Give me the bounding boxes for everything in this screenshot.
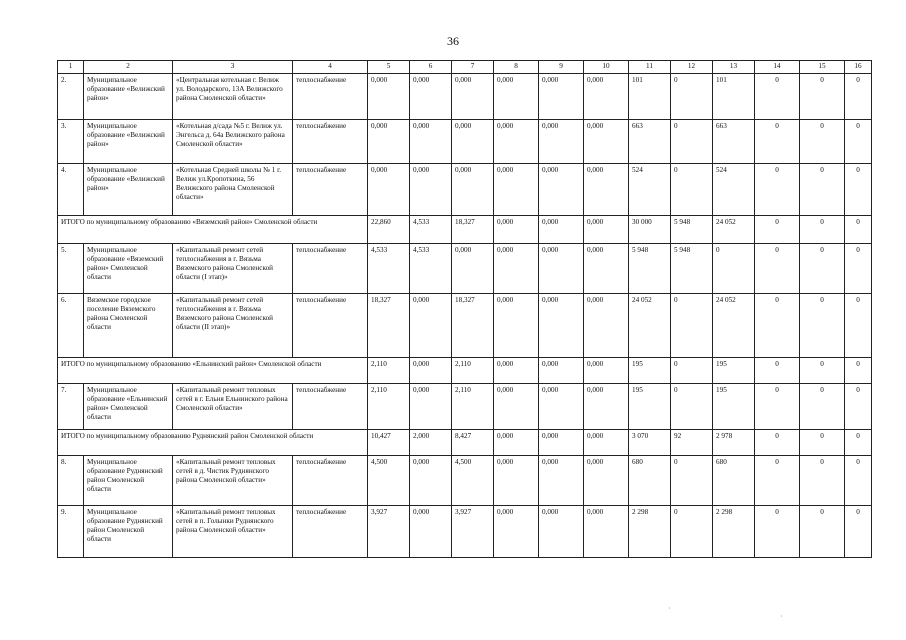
object-cell: «Центральная котельная г. Велиж ул. Володарского, 13А Велижского района Смоленской области» (173, 74, 293, 120)
column-number-cell: 8 (494, 61, 539, 74)
value-cell: 0 (845, 164, 872, 216)
value-cell: 0,000 (410, 456, 452, 506)
value-cell: 5 948 (671, 216, 713, 244)
value-cell: 680 (629, 456, 671, 506)
kind-cell: теплоснабжение (293, 120, 368, 164)
value-cell: 24 052 (629, 294, 671, 358)
column-number-cell: 11 (629, 61, 671, 74)
value-cell: 0,000 (494, 506, 539, 558)
value-cell: 0,000 (584, 74, 629, 120)
value-cell: 0 (671, 120, 713, 164)
total-label-cell: ИТОГО по муниципальному образованию Руднянский район Смоленской области (58, 430, 368, 456)
value-cell: 0,000 (368, 74, 410, 120)
row-number-cell: 2. (58, 74, 84, 120)
value-cell: 0,000 (494, 120, 539, 164)
value-cell: 0,000 (584, 294, 629, 358)
value-cell: 4,500 (452, 456, 494, 506)
funding-table (57, 60, 872, 558)
total-label-cell: ИТОГО по муниципальному образованию «Ельнинский район» Смоленской области (58, 358, 368, 384)
total-row (58, 430, 872, 456)
value-cell: 0,000 (539, 244, 584, 294)
value-cell: 0,000 (584, 244, 629, 294)
value-cell: 0 (845, 216, 872, 244)
value-cell: 101 (629, 74, 671, 120)
value-cell: 0 (845, 430, 872, 456)
value-cell: 0 (845, 120, 872, 164)
column-number-cell: 2 (84, 61, 173, 74)
value-cell: 4,533 (368, 244, 410, 294)
total-row (58, 358, 872, 384)
value-cell: 0,000 (584, 164, 629, 216)
column-number-cell: 9 (539, 61, 584, 74)
kind-cell: теплоснабжение (293, 74, 368, 120)
value-cell: 0 (800, 384, 845, 430)
row-number-cell: 8. (58, 456, 84, 506)
page-number: 36 (447, 34, 459, 48)
value-cell: 0,000 (494, 358, 539, 384)
value-cell: 3,927 (452, 506, 494, 558)
value-cell: 0,000 (584, 430, 629, 456)
value-cell: 0,000 (494, 384, 539, 430)
value-cell: 24 052 (713, 216, 755, 244)
row-number-cell: 4. (58, 164, 84, 216)
value-cell: 0,000 (584, 506, 629, 558)
value-cell: 0 (671, 384, 713, 430)
kind-cell: теплоснабжение (293, 294, 368, 358)
value-cell: 0 (671, 358, 713, 384)
value-cell: 24 052 (713, 294, 755, 358)
value-cell: 0,000 (368, 120, 410, 164)
value-cell: 0 (755, 384, 800, 430)
value-cell: 0,000 (584, 358, 629, 384)
value-cell: 0 (671, 456, 713, 506)
value-cell: 2,110 (452, 384, 494, 430)
value-cell: 0,000 (494, 244, 539, 294)
value-cell: 22,860 (368, 216, 410, 244)
value-cell: 0 (800, 506, 845, 558)
total-label-cell: ИТОГО по муниципальному образованию «Вяземский район» Смоленской области (58, 216, 368, 244)
table-row (58, 294, 872, 358)
value-cell: 0 (755, 430, 800, 456)
value-cell: 0,000 (410, 358, 452, 384)
value-cell: 0,000 (452, 120, 494, 164)
value-cell: 0 (755, 456, 800, 506)
value-cell: 0,000 (539, 74, 584, 120)
value-cell: 0,000 (452, 74, 494, 120)
row-number-cell: 6. (58, 294, 84, 358)
table-row (58, 244, 872, 294)
value-cell: 0,000 (410, 164, 452, 216)
value-cell: 195 (629, 358, 671, 384)
value-cell: 195 (713, 384, 755, 430)
value-cell: 0 (755, 74, 800, 120)
value-cell: 0,000 (539, 294, 584, 358)
value-cell: 2,110 (368, 384, 410, 430)
row-number-cell: 7. (58, 384, 84, 430)
value-cell: 0 (755, 120, 800, 164)
value-cell: 2 298 (713, 506, 755, 558)
total-row (58, 216, 872, 244)
value-cell: 0 (800, 430, 845, 456)
value-cell: 18,327 (452, 294, 494, 358)
value-cell: 0 (755, 294, 800, 358)
value-cell: 0,000 (494, 216, 539, 244)
value-cell: 0 (800, 456, 845, 506)
kind-cell: теплоснабжение (293, 244, 368, 294)
row-number-cell: 5. (58, 244, 84, 294)
entity-cell: Муниципальное образование Руднянский район Смоленской области (84, 456, 173, 506)
value-cell: 0,000 (494, 294, 539, 358)
column-number-row (58, 61, 872, 74)
value-cell: 680 (713, 456, 755, 506)
value-cell: 18,327 (368, 294, 410, 358)
entity-cell: Вяземское городское поселение Вяземского района Смоленской области (84, 294, 173, 358)
object-cell: «Котельная д/сада №5 г. Велиж ул. Энгельса д. 64а Велижского района Смоленской области» (173, 120, 293, 164)
row-number-cell: 3. (58, 120, 84, 164)
value-cell: 0 (671, 74, 713, 120)
kind-cell: теплоснабжение (293, 456, 368, 506)
kind-cell: теплоснабжение (293, 164, 368, 216)
object-cell: «Капитальный ремонт тепловых сетей в д. Чистик Руднянского района Смоленской области» (173, 456, 293, 506)
entity-cell: Муниципальное образование Руднянский район Смоленской области (84, 506, 173, 558)
value-cell: 92 (671, 430, 713, 456)
value-cell: 663 (713, 120, 755, 164)
entity-cell: Муниципальное образование «Велижский район» (84, 120, 173, 164)
value-cell: 5 948 (671, 244, 713, 294)
kind-cell: теплоснабжение (293, 506, 368, 558)
value-cell: 3,927 (368, 506, 410, 558)
scan-mark: · (780, 612, 783, 621)
table-row (58, 74, 872, 120)
value-cell: 0,000 (410, 74, 452, 120)
value-cell: 0 (755, 244, 800, 294)
table-row (58, 384, 872, 430)
value-cell: 3 070 (629, 430, 671, 456)
value-cell: 0,000 (494, 164, 539, 216)
value-cell: 0 (800, 164, 845, 216)
value-cell: 2 298 (629, 506, 671, 558)
value-cell: 0,000 (539, 358, 584, 384)
column-number-cell: 13 (713, 61, 755, 74)
value-cell: 0 (800, 120, 845, 164)
object-cell: «Капитальный ремонт сетей теплоснабжения в г. Вязьма Вяземского района Смоленской области (I этап)» (173, 244, 293, 294)
value-cell: 18,327 (452, 216, 494, 244)
value-cell: 0 (755, 164, 800, 216)
column-number-cell: 3 (173, 61, 293, 74)
row-number-cell: 9. (58, 506, 84, 558)
table-row (58, 164, 872, 216)
column-number-cell: 1 (58, 61, 84, 74)
value-cell: 524 (713, 164, 755, 216)
value-cell: 0,000 (410, 384, 452, 430)
value-cell: 0 (713, 244, 755, 294)
column-number-cell: 7 (452, 61, 494, 74)
value-cell: 0 (800, 216, 845, 244)
value-cell: 0 (845, 244, 872, 294)
value-cell: 0,000 (584, 120, 629, 164)
entity-cell: Муниципальное образование «Велижский район» (84, 74, 173, 120)
value-cell: 0,000 (494, 74, 539, 120)
value-cell: 0 (845, 456, 872, 506)
value-cell: 0,000 (539, 430, 584, 456)
column-number-cell: 15 (800, 61, 845, 74)
value-cell: 4,533 (410, 216, 452, 244)
value-cell: 0,000 (539, 216, 584, 244)
table-row (58, 120, 872, 164)
value-cell: 0,000 (584, 216, 629, 244)
value-cell: 0 (845, 294, 872, 358)
value-cell: 0 (755, 358, 800, 384)
value-cell: 2,110 (452, 358, 494, 384)
entity-cell: Муниципальное образование «Велижский район» (84, 164, 173, 216)
table-row (58, 456, 872, 506)
object-cell: «Капитальный ремонт тепловых сетей в п. Голынки Руднянского района Смоленской области» (173, 506, 293, 558)
value-cell: 0,000 (410, 294, 452, 358)
value-cell: 0 (845, 74, 872, 120)
value-cell: 0 (800, 358, 845, 384)
value-cell: 0 (671, 164, 713, 216)
entity-cell: Муниципальное образование «Вяземский район» Смоленской области (84, 244, 173, 294)
value-cell: 0 (671, 506, 713, 558)
entity-cell: Муниципальное образование «Ельнинский район» Смоленской области (84, 384, 173, 430)
object-cell: «Капитальный ремонт сетей теплоснабжения в г. Вязьма Вяземского района Смоленской области (II этап)» (173, 294, 293, 358)
column-number-cell: 4 (293, 61, 368, 74)
value-cell: 524 (629, 164, 671, 216)
value-cell: 195 (629, 384, 671, 430)
value-cell: 0,000 (452, 164, 494, 216)
value-cell: 195 (713, 358, 755, 384)
value-cell: 0,000 (368, 164, 410, 216)
value-cell: 0,000 (452, 244, 494, 294)
scan-mark: · (668, 604, 671, 613)
value-cell: 10,427 (368, 430, 410, 456)
value-cell: 0 (845, 506, 872, 558)
value-cell: 0,000 (539, 456, 584, 506)
value-cell: 0,000 (584, 456, 629, 506)
value-cell: 0 (755, 216, 800, 244)
value-cell: 0 (755, 506, 800, 558)
object-cell: «Капитальный ремонт тепловых сетей в г. Ельня Ельнинского района Смоленской области» (173, 384, 293, 430)
value-cell: 0 (845, 384, 872, 430)
value-cell: 0 (800, 74, 845, 120)
value-cell: 30 000 (629, 216, 671, 244)
value-cell: 0,000 (494, 430, 539, 456)
column-number-cell: 10 (584, 61, 629, 74)
value-cell: 0 (671, 294, 713, 358)
value-cell: 0,000 (539, 120, 584, 164)
object-cell: «Котельная Средней школы № 1 г. Велиж ул.Кропоткина, 56 Велижского района Смоленской области» (173, 164, 293, 216)
value-cell: 0,000 (539, 506, 584, 558)
value-cell: 2 978 (713, 430, 755, 456)
value-cell: 0,000 (539, 384, 584, 430)
value-cell: 0 (845, 358, 872, 384)
value-cell: 0,000 (584, 384, 629, 430)
value-cell: 2,110 (368, 358, 410, 384)
column-number-cell: 12 (671, 61, 713, 74)
column-number-cell: 16 (845, 61, 872, 74)
table-row (58, 506, 872, 558)
value-cell: 5 948 (629, 244, 671, 294)
value-cell: 101 (713, 74, 755, 120)
value-cell: 0 (800, 294, 845, 358)
column-number-cell: 6 (410, 61, 452, 74)
kind-cell: теплоснабжение (293, 384, 368, 430)
value-cell: 8,427 (452, 430, 494, 456)
value-cell: 0 (800, 244, 845, 294)
value-cell: 0,000 (410, 120, 452, 164)
value-cell: 4,500 (368, 456, 410, 506)
value-cell: 0,000 (539, 164, 584, 216)
value-cell: 663 (629, 120, 671, 164)
value-cell: 0,000 (410, 506, 452, 558)
value-cell: 4,533 (410, 244, 452, 294)
value-cell: 0,000 (494, 456, 539, 506)
column-number-cell: 5 (368, 61, 410, 74)
value-cell: 2,000 (410, 430, 452, 456)
column-number-cell: 14 (755, 61, 800, 74)
